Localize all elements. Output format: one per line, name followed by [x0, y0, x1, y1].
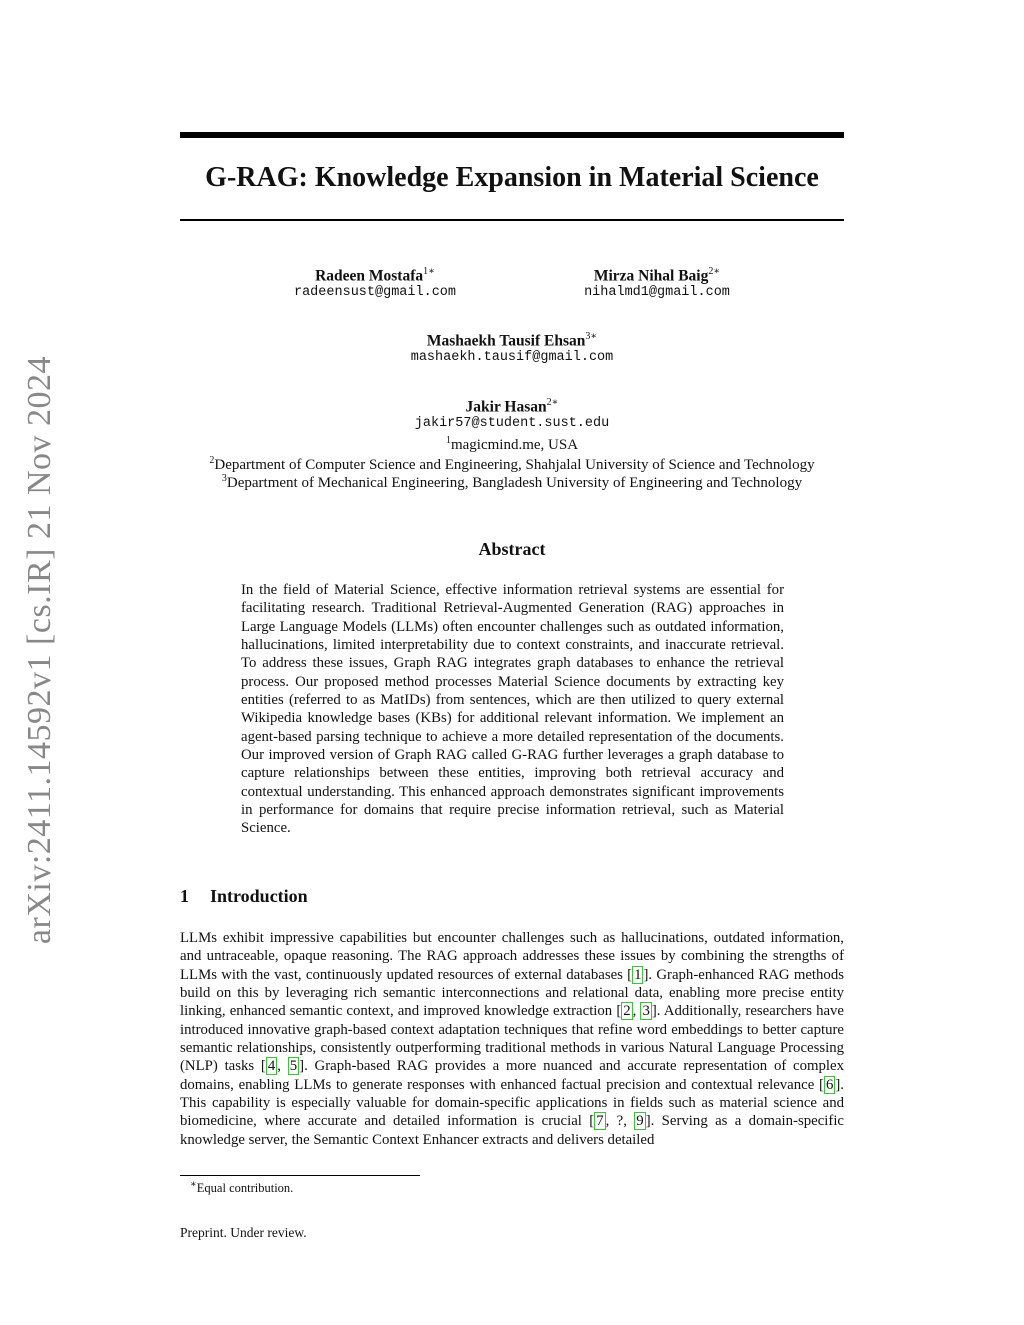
- text-segment: , ?,: [605, 1113, 635, 1130]
- footnote-text: Equal contribution.: [196, 1181, 294, 1196]
- paper-title: G-RAG: Knowledge Expansion in Material Science: [205, 162, 819, 193]
- section-title: Introduction: [210, 886, 308, 906]
- affiliation-sup: 2: [209, 455, 215, 466]
- author-email: mashaekh.tausif@gmail.com: [410, 350, 614, 366]
- author-name: Mirza Nihal Baig: [593, 267, 709, 285]
- affiliation-text: Department of Mechanical Engineering, Bangladesh University of Engineering and Technology: [226, 475, 803, 491]
- text-segment: ]. This capability is especially valuable for domain-specific applications in fields such as material science and biomedicine, where accurate and detailed information is crucial [: [180, 1076, 844, 1130]
- footnote-rule: [180, 1175, 420, 1176]
- author-name: Mashaekh Tausif Ehsan: [426, 332, 586, 350]
- text-segment: ]. Additionally, researchers have introduced innovative graph-based context adaptation techniques that refine word embeddings to better capture semantic relationships, consistently outperforming traditional methods in various Natural Language Processing (NLP) tasks [: [180, 1003, 845, 1075]
- affiliation-text: magicmind.me, USA: [450, 437, 579, 453]
- affiliation-text: Department of Computer Science and Engineering, Shahjalal University of Science and Technology: [214, 457, 815, 473]
- author-sup: 3∗: [585, 331, 598, 342]
- author-sup: 2∗: [708, 266, 721, 277]
- author-name: Radeen Mostafa: [315, 267, 424, 285]
- text-segment: ]. Graph-based RAG provides a more nuanced and accurate representation of complex domains, enabling LLMs to generate responses with enhanced factual precision and contextual relevance [: [180, 1058, 844, 1093]
- introduction-body: [180, 929, 844, 1149]
- arxiv-identifier-stamp: arXiv:2411.14592v1 [cs.IR] 21 Nov 2024: [21, 355, 58, 945]
- title-top-rule: [180, 132, 844, 138]
- citation-link[interactable]: 2: [623, 1003, 631, 1020]
- text-segment: ]. Graph-enhanced RAG methods build on this by leveraging rich semantic interconnections and relational data, enabling more precise entity linking, enhanced semantic context, and improved knowledge extraction [: [180, 966, 844, 1020]
- affiliation-2: [0, 455, 1024, 474]
- author-block-1: [275, 266, 475, 300]
- author-email: jakir57@student.sust.edu: [414, 416, 610, 432]
- affiliation-3: [0, 473, 1024, 492]
- section-heading-introduction: [180, 886, 308, 907]
- footnote-mark: ∗: [190, 1179, 197, 1190]
- author-sup: 1∗: [423, 266, 435, 277]
- author-block-2: [557, 266, 757, 300]
- author-email: radeensust@gmail.com: [293, 285, 457, 301]
- author-block-4: [362, 397, 662, 431]
- preprint-notice: Preprint. Under review.: [180, 1225, 307, 1240]
- abstract-heading: Abstract: [478, 539, 546, 559]
- citation-link[interactable]: 7: [596, 1113, 604, 1130]
- section-number: 1: [180, 886, 189, 906]
- affiliation-sup: 1: [445, 435, 451, 446]
- title-bottom-rule: [180, 219, 844, 221]
- author-name: Jakir Hasan: [465, 398, 547, 416]
- text-segment: ,: [277, 1058, 288, 1075]
- citation-link[interactable]: 9: [636, 1113, 644, 1130]
- author-sup: 2∗: [546, 397, 559, 408]
- citation-link[interactable]: 4: [267, 1058, 276, 1075]
- author-block-3: [362, 331, 662, 365]
- abstract-body: In the field of Material Science, effective information retrieval systems are essential for facilitating research. Traditional Retrieval-Augmented Generation (RAG) approaches in Large Language Models (LLMs) often encounter challenges such as outdated information, hallucinations, limited interpretability due to context constraints, and inaccurate retrieval. To address these issues, Graph RAG integrates graph databases to enhance the retrieval process. Our proposed method processes Material Science documents by extracting key entities (referred to as MatIDs) from sentences, which are then utilized to query external Wikipedia knowledge bases (KBs) for additional relevant information. We implement an agent-based parsing technique to achieve a more detailed representation of the documents. Our improved version of Graph RAG called G-RAG further leverages a graph database to capture relationships between these entities, improving both retrieval accuracy and contextual understanding. This enhanced approach demonstrates significant improvements in performance for domains that require precise information retrieval, such as Material Science.: [241, 582, 784, 837]
- footnote: [190, 1179, 293, 1196]
- affiliation-sup: 3: [221, 473, 227, 484]
- citation-link[interactable]: 6: [825, 1076, 834, 1093]
- text-segment: ]. Serving as a domain-specific knowledge server, the Semantic Context Enhancer extracts and delivers detailed: [180, 1113, 844, 1148]
- text-segment: ,: [632, 1003, 641, 1020]
- citation-link[interactable]: 3: [642, 1003, 650, 1020]
- citation-link[interactable]: 5: [289, 1058, 298, 1075]
- author-email: nihalmd1@gmail.com: [584, 285, 730, 301]
- affiliation-1: [0, 435, 1024, 454]
- citation-link[interactable]: 1: [634, 966, 642, 983]
- text-segment: LLMs exhibit impressive capabilities but encounter challenges such as hallucinations, outdated information, and untraceable, opaque reasoning. The RAG approach addresses these issues by combining the strengths of LLMs with the vast, continuously updated resources of external databases [: [180, 930, 844, 983]
